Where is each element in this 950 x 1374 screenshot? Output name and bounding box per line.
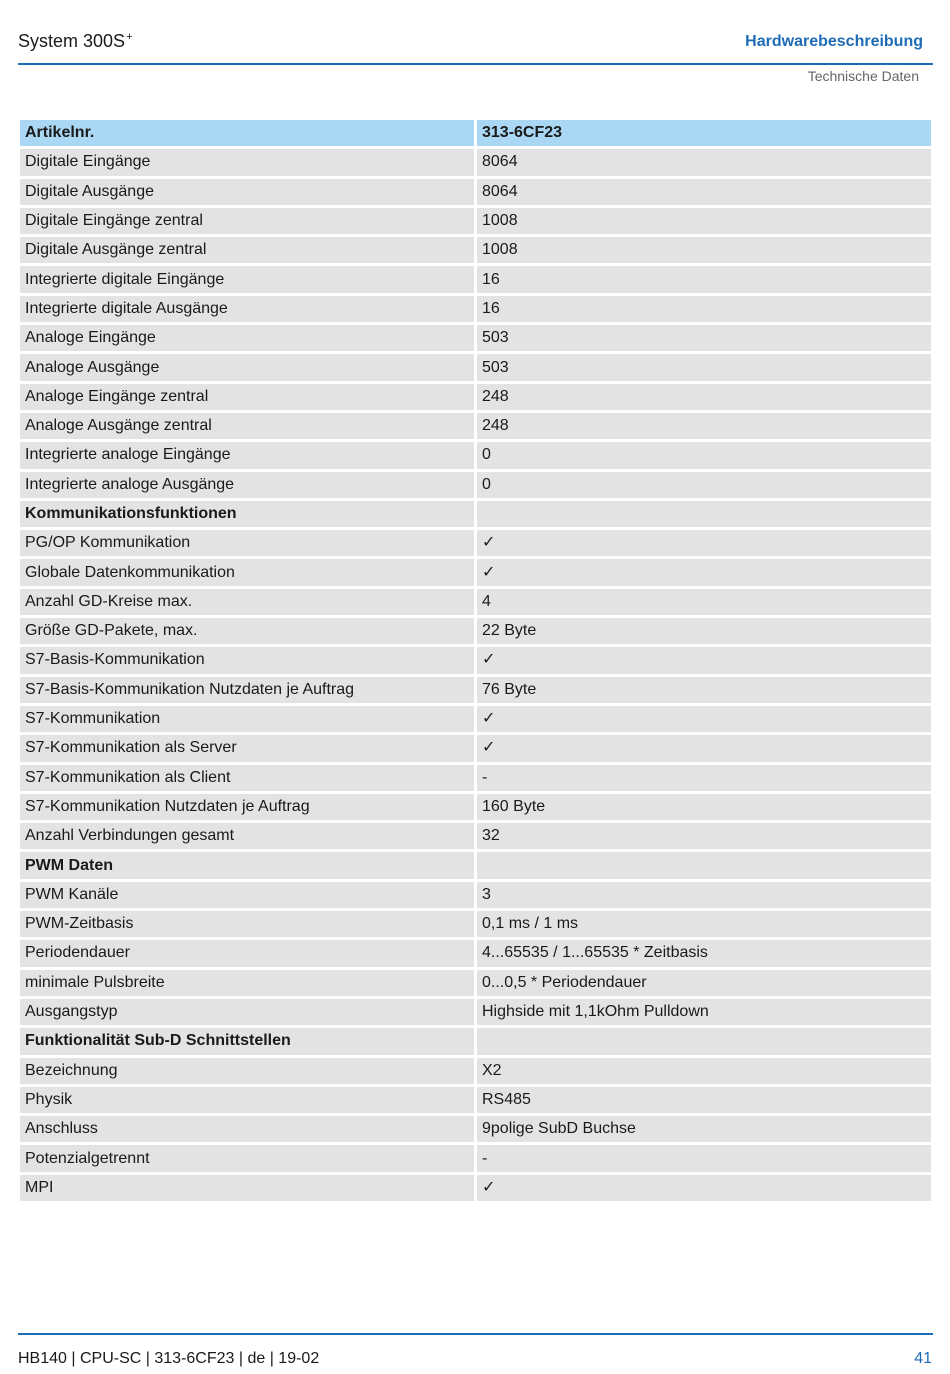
spec-value: 4 [477,589,931,615]
table-row [20,940,931,966]
spec-label: Bezeichnung [20,1058,474,1084]
spec-label: Ausgangstyp [20,999,474,1025]
checkmark-icon: ✓ [477,706,931,732]
table-row [20,442,931,468]
table-row [20,970,931,996]
table-row [20,296,931,322]
spec-value: 248 [477,413,931,439]
spec-table [17,117,934,1204]
spec-label: S7-Kommunikation Nutzdaten je Auftrag [20,794,474,820]
spec-label: Anzahl Verbindungen gesamt [20,823,474,849]
table-row [20,559,931,585]
spec-label: Globale Datenkommunikation [20,559,474,585]
spec-value: - [477,765,931,791]
footer-doc-id: HB140 | CPU-SC | 313-6CF23 | de | 19-02 [18,1350,320,1367]
spec-label: Physik [20,1087,474,1113]
spec-value: 4...65535 / 1...65535 * Zeitbasis [477,940,931,966]
table-row [20,794,931,820]
spec-value: 160 Byte [477,794,931,820]
spec-label: Größe GD-Pakete, max. [20,618,474,644]
table-row [20,765,931,791]
spec-value: 503 [477,354,931,380]
table-header-row [20,120,931,146]
spec-value: Highside mit 1,1kOhm Pulldown [477,999,931,1025]
spec-value: 0,1 ms / 1 ms [477,911,931,937]
table-section-row [20,1028,931,1054]
spec-label: S7-Basis-Kommunikation Nutzdaten je Auftrag [20,677,474,703]
spec-label: Digitale Eingänge [20,149,474,175]
spec-label: MPI [20,1175,474,1201]
table-row [20,735,931,761]
spec-value: 1008 [477,208,931,234]
spec-value: X2 [477,1058,931,1084]
spec-value: 9polige SubD Buchse [477,1116,931,1142]
title-superscript: + [126,31,133,43]
spec-label: Analoge Eingänge zentral [20,384,474,410]
section-heading: Funktionalität Sub-D Schnittstellen [20,1028,474,1054]
table-row [20,149,931,175]
table-row [20,882,931,908]
table-row [20,911,931,937]
checkmark-icon: ✓ [477,559,931,585]
spec-label: S7-Kommunikation als Client [20,765,474,791]
spec-label: Digitale Ausgänge zentral [20,237,474,263]
checkmark-icon: ✓ [477,1175,931,1201]
spec-value [477,852,931,878]
spec-value [477,501,931,527]
header-divider [18,63,933,65]
checkmark-icon: ✓ [477,735,931,761]
spec-label: minimale Pulsbreite [20,970,474,996]
spec-value: - [477,1145,931,1171]
table-row [20,647,931,673]
section-heading: PWM Daten [20,852,474,878]
table-row [20,823,931,849]
spec-label: S7-Basis-Kommunikation [20,647,474,673]
spec-label: Analoge Ausgänge zentral [20,413,474,439]
table-row [20,266,931,292]
spec-label: Integrierte digitale Ausgänge [20,296,474,322]
table-row [20,354,931,380]
table-row [20,706,931,732]
checkmark-icon: ✓ [477,530,931,556]
spec-value: 503 [477,325,931,351]
header-cell-value: 313-6CF23 [477,120,931,146]
subsection-title: Technische Daten [807,68,919,84]
spec-label: Periodendauer [20,940,474,966]
document-title: System 300S+ [18,31,133,51]
spec-value: 8064 [477,149,931,175]
table-row [20,530,931,556]
spec-label: Anzahl GD-Kreise max. [20,589,474,615]
table-row [20,1116,931,1142]
table-row [20,413,931,439]
spec-value: 3 [477,882,931,908]
spec-value: 0...0,5 * Periodendauer [477,970,931,996]
spec-value: 1008 [477,237,931,263]
section-heading: Kommunikationsfunktionen [20,501,474,527]
spec-label: Digitale Eingänge zentral [20,208,474,234]
spec-label: Potenzialgetrennt [20,1145,474,1171]
spec-label: PWM Kanäle [20,882,474,908]
spec-value: 0 [477,442,931,468]
spec-label: Integrierte analoge Eingänge [20,442,474,468]
header-cell-label: Artikelnr. [20,120,474,146]
table-row [20,208,931,234]
spec-value: 32 [477,823,931,849]
page-number: 41 [914,1350,932,1367]
section-title: Hardwarebeschreibung [745,33,923,50]
table-row [20,179,931,205]
table-row [20,237,931,263]
table-row [20,472,931,498]
spec-value: 16 [477,266,931,292]
spec-label: Integrierte analoge Ausgänge [20,472,474,498]
spec-label: Analoge Eingänge [20,325,474,351]
checkmark-icon: ✓ [477,647,931,673]
spec-label: Anschluss [20,1116,474,1142]
spec-label: Analoge Ausgänge [20,354,474,380]
spec-value: 248 [477,384,931,410]
table-section-row [20,501,931,527]
spec-label: Digitale Ausgänge [20,179,474,205]
spec-value: 16 [477,296,931,322]
spec-label: Integrierte digitale Eingänge [20,266,474,292]
spec-label: PWM-Zeitbasis [20,911,474,937]
table-row [20,325,931,351]
spec-value: 76 Byte [477,677,931,703]
table-row [20,618,931,644]
table-row [20,1175,931,1201]
spec-value: 0 [477,472,931,498]
table-row [20,1087,931,1113]
table-row [20,1145,931,1171]
footer-divider [18,1333,933,1335]
spec-label: S7-Kommunikation [20,706,474,732]
table-row [20,1058,931,1084]
spec-value: 8064 [477,179,931,205]
table-section-row [20,852,931,878]
spec-value [477,1028,931,1054]
table-row [20,999,931,1025]
spec-value: RS485 [477,1087,931,1113]
spec-label: PG/OP Kommunikation [20,530,474,556]
table-row [20,589,931,615]
table-row [20,384,931,410]
spec-value: 22 Byte [477,618,931,644]
spec-label: S7-Kommunikation als Server [20,735,474,761]
table-row [20,677,931,703]
